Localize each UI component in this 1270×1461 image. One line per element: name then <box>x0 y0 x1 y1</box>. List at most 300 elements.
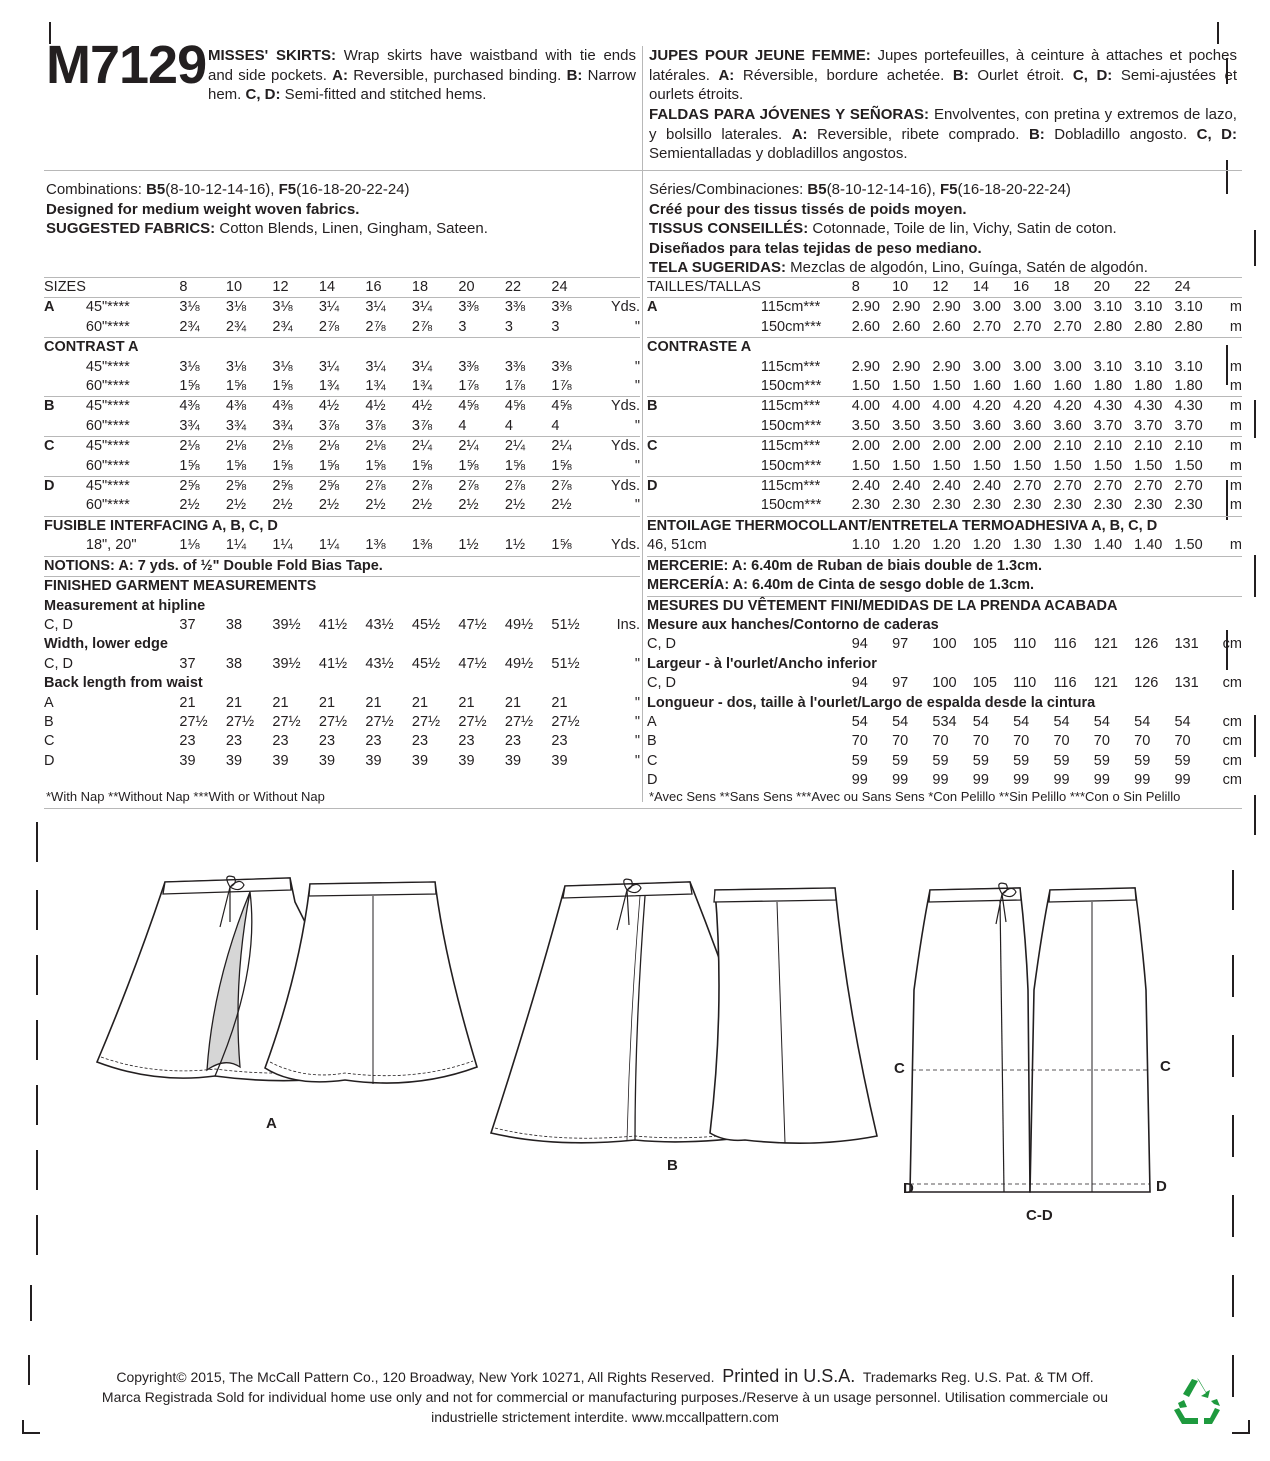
cell-value: 3.00 <box>972 358 1001 375</box>
cell-value: 2.40 <box>852 477 892 497</box>
fr-desc-a-label: A: <box>718 66 735 84</box>
cell-value: 4 <box>551 417 560 434</box>
cell-value: 1.50 <box>892 378 921 395</box>
unit: cm <box>1222 713 1242 730</box>
cell-value: 1.30 <box>1053 537 1082 554</box>
unit: " <box>634 713 640 730</box>
cell-value: 2¼ <box>412 437 459 457</box>
cell-value: 105 <box>972 675 997 692</box>
cell-value: 1.50 <box>932 457 961 474</box>
cell-value: 1¼ <box>225 537 247 554</box>
cell-value: 3 <box>458 318 467 335</box>
b5-code: B5 <box>146 181 166 198</box>
cell-value: 2½ <box>504 497 526 514</box>
cell-value: 1.50 <box>1174 537 1203 554</box>
cell-value: 21 <box>365 694 382 711</box>
cell-value: 2.40 <box>973 477 1013 497</box>
fabric-width <box>86 732 180 751</box>
row-label <box>44 536 86 556</box>
cell-value: 2.90 <box>892 358 921 375</box>
cell-value: 2⅞ <box>551 477 598 497</box>
crop-mark <box>36 1150 38 1190</box>
table-row <box>647 536 1242 556</box>
table-row <box>44 437 640 457</box>
cell-value: 4½ <box>412 397 459 417</box>
en-desc-b-text: Narrow hem. <box>208 66 636 103</box>
cell-value: 1.30 <box>1013 537 1042 554</box>
cell-value: 18 <box>1053 278 1093 298</box>
table-row <box>44 417 640 437</box>
table-row <box>647 477 1242 497</box>
row-label: D <box>44 752 55 769</box>
cell-value: 23 <box>179 733 196 750</box>
unit: cm <box>1222 675 1242 692</box>
cell-value: 23 <box>365 733 382 750</box>
cell-value: 1½ <box>458 537 479 554</box>
cell-value: 4.00 <box>932 397 972 417</box>
label-view-a: A <box>266 1115 277 1132</box>
row-label <box>647 318 761 338</box>
fabric-width <box>761 752 852 771</box>
copyright-text: Copyright© 2015, The McCall Pattern Co., 120 Broadway, New York 10271, All Rights Reserved. <box>116 1369 715 1385</box>
fabric-width <box>761 732 852 751</box>
cell-value: 20 <box>458 278 505 298</box>
cell-value: 1.60 <box>1053 378 1082 395</box>
cell-value: 3¾ <box>272 417 293 434</box>
row-label: C <box>647 752 658 769</box>
row-label <box>44 377 86 397</box>
f5-code: F5 <box>278 181 297 198</box>
es-desc-a-text: Reversible, ribete comprado. <box>807 125 1029 143</box>
unit: Ins. <box>616 616 640 633</box>
row-label: C <box>44 733 55 750</box>
table-row <box>647 576 1242 596</box>
cell-value: 97 <box>892 636 909 653</box>
fr-desc-a-text: Réversible, bordure achetée. <box>734 66 953 84</box>
table-row <box>647 298 1242 318</box>
label-d-right: D <box>1156 1178 1167 1195</box>
row-label: A <box>44 694 54 711</box>
unit: cm <box>1222 772 1242 789</box>
row-label <box>647 496 761 516</box>
table-row <box>647 674 1242 693</box>
cell-value: 39 <box>504 752 522 769</box>
cell-value: 1⅜ <box>411 537 433 554</box>
table-row <box>44 713 640 732</box>
unit: cm <box>1222 636 1242 653</box>
cell-value: 59 <box>932 752 949 769</box>
row-label <box>647 457 761 477</box>
cell-value: 38 <box>225 655 243 672</box>
cell-value: 2.70 <box>1053 318 1082 335</box>
cell-value: 22 <box>1134 278 1174 298</box>
cell-value: 37 <box>179 655 196 672</box>
cell-value: 2.30 <box>932 497 961 514</box>
cell-value: 49½ <box>504 616 534 633</box>
cell-value: 2½ <box>179 497 200 514</box>
cell-value: 2⅞ <box>505 477 552 497</box>
cell-value: 2.60 <box>932 318 961 335</box>
cell-value: 20 <box>1094 278 1134 298</box>
cell-value: 2⅛ <box>226 437 273 457</box>
crop-mark <box>1232 1115 1234 1157</box>
cell-value: 21 <box>179 694 196 711</box>
cell-value: 2.00 <box>852 437 892 457</box>
en-desc-title: MISSES' SKIRTS: <box>208 47 337 64</box>
cell-value: 3.00 <box>1013 358 1042 375</box>
cell-value: 126 <box>1134 636 1159 653</box>
copyright-line-2: Marca Registrada Sold for individual home use only and not for commercial or manufacturing purposes./Reserve à un usage personnel. Utilisation commerciale ou <box>101 1389 1109 1405</box>
cell-value: 70 <box>972 733 989 750</box>
table-row <box>647 771 1242 790</box>
cell-value: 21 <box>504 694 522 711</box>
en-desc-text: Wrap skirts have waistband with tie ends and side pockets. <box>208 47 636 84</box>
table-row <box>647 457 1242 477</box>
cell-value: 3⅜ <box>458 298 505 318</box>
fabric-width: 45"**** <box>85 358 130 375</box>
en-info <box>46 180 636 239</box>
cell-value: 2.70 <box>1013 318 1042 335</box>
cell-value: 2⅛ <box>272 437 319 457</box>
cell-value: 2½ <box>318 497 340 514</box>
table-row <box>44 635 640 654</box>
cell-value: 1⅝ <box>551 457 572 474</box>
fabric-width: 150cm*** <box>760 318 822 335</box>
cell-value: 23 <box>225 733 243 750</box>
cell-value: 23 <box>272 733 289 750</box>
cell-value: 1⅞ <box>458 378 479 395</box>
unit: m <box>1229 358 1242 375</box>
cell-value: 43½ <box>365 616 394 633</box>
cell-value: 116 <box>1053 636 1077 653</box>
row-label <box>647 377 761 397</box>
fr-desc-cd-label: C, D: <box>1072 66 1113 84</box>
cell-value: 4.30 <box>1174 397 1214 417</box>
cell-value: 4.00 <box>892 397 932 417</box>
label-view-cd: C-D <box>1026 1207 1053 1224</box>
crop-mark <box>36 822 38 862</box>
cell-value: 2⅞ <box>458 477 505 497</box>
table-row <box>44 298 640 318</box>
cell-value: 2.80 <box>1093 318 1123 335</box>
copyright-line-1 <box>50 1366 1160 1387</box>
cell-value: 2½ <box>458 497 479 514</box>
cell-value: 99 <box>1053 772 1070 789</box>
table-row <box>647 358 1242 377</box>
fr-tissus <box>649 219 1239 239</box>
cell-value: 23 <box>504 733 522 750</box>
cell-value: 2.60 <box>851 318 880 335</box>
f5-sizes: (16-18-20-22-24) <box>296 181 410 198</box>
cell-value: 2¼ <box>505 437 552 457</box>
table-section-heading: CONTRAST A <box>44 338 640 358</box>
copyright-block <box>50 1366 1160 1427</box>
illustration-view-a <box>95 862 480 1112</box>
crop-mark <box>1232 955 1234 997</box>
cell-value: 2.30 <box>851 497 880 514</box>
cell-value: 3⅛ <box>225 358 247 375</box>
cell-value: 54 <box>1053 713 1070 730</box>
cell-value: 1.50 <box>892 457 921 474</box>
table-row <box>44 318 640 338</box>
table-row <box>647 397 1242 417</box>
cell-value: 1.20 <box>932 537 961 554</box>
unit: m <box>1229 417 1242 434</box>
table-section-heading: Width, lower edge <box>44 636 168 653</box>
crop-mark <box>1254 555 1256 597</box>
cell-value: 3¼ <box>365 358 386 375</box>
unit: m <box>1215 437 1242 457</box>
unit: " <box>634 318 640 335</box>
crop-mark <box>1254 715 1256 757</box>
cell-value: 3⅛ <box>272 358 293 375</box>
label-c-right: C <box>1160 1058 1171 1075</box>
unit: " <box>634 733 640 750</box>
fabric-width <box>761 674 852 693</box>
table-row <box>44 577 640 597</box>
row-label <box>44 358 86 377</box>
en-yardage-table <box>44 277 640 771</box>
cell-value: 2.80 <box>1174 318 1203 335</box>
fabric-width: 115cm*** <box>761 298 852 318</box>
crop-mark <box>36 1215 38 1255</box>
suggested-text: Cotton Blends, Linen, Gingham, Sateen. <box>215 220 488 237</box>
table-row <box>647 655 1242 674</box>
row-label: A <box>647 713 657 730</box>
cell-value: 2⅝ <box>319 477 366 497</box>
unit: m <box>1215 477 1242 497</box>
table-row <box>44 694 640 713</box>
row-label: D <box>647 772 658 789</box>
cell-value: 21 <box>225 694 243 711</box>
cell-value: 39 <box>272 752 289 769</box>
cell-value: 1.50 <box>1013 457 1042 474</box>
cell-value: 1.50 <box>1134 457 1163 474</box>
crop-mark <box>22 1432 40 1434</box>
cell-value: 27½ <box>551 713 580 730</box>
fabric-width: 115cm*** <box>761 397 852 417</box>
row-label: B <box>44 397 86 417</box>
unit: cm <box>1222 752 1242 769</box>
unit: " <box>634 694 640 711</box>
table-row <box>647 752 1242 771</box>
cell-value: 2.70 <box>1134 477 1174 497</box>
fabric-width: 60"**** <box>85 417 130 434</box>
crop-mark <box>1232 1355 1234 1397</box>
cell-value: 2.90 <box>932 358 961 375</box>
table-section-heading: Mesure aux hanches/Contorno de caderas <box>647 616 939 633</box>
cell-value: 70 <box>851 733 868 750</box>
cell-value: 3⅞ <box>365 417 386 434</box>
cell-value: 99 <box>1093 772 1110 789</box>
cell-value: 2½ <box>411 497 433 514</box>
crop-mark <box>1254 795 1256 835</box>
fabric-width <box>761 713 852 732</box>
printed-in-usa: Printed in U.S.A. <box>722 1366 856 1386</box>
fabric-width <box>86 752 180 771</box>
en-desc-a-text: Reversible, purchased binding. <box>347 66 567 84</box>
table-section-heading: Largeur - à l'ourlet/Ancho inferior <box>647 655 877 672</box>
table-section-heading: MERCERÍA: A: 6.40m de Cinta de sesgo doble de 1.3cm. <box>647 577 1035 594</box>
cell-value: 4⅜ <box>272 397 319 417</box>
cell-value: 18 <box>412 278 459 298</box>
cell-value: 2.90 <box>932 298 972 318</box>
cell-value: 27½ <box>411 713 441 730</box>
cell-value: 116 <box>1053 675 1077 692</box>
cell-value: 2.90 <box>851 358 880 375</box>
cell-value: 2⅛ <box>319 437 366 457</box>
cell-value: 97 <box>892 675 909 692</box>
crop-mark <box>1232 1035 1234 1077</box>
cell-value: 126 <box>1134 675 1159 692</box>
table-row <box>647 338 1242 358</box>
cell-value: 2.00 <box>1013 437 1053 457</box>
cell-value: 1.80 <box>1093 378 1123 395</box>
cell-value: 2.10 <box>1094 437 1134 457</box>
table-row <box>44 358 640 377</box>
fabric-width <box>761 771 852 790</box>
table-row <box>44 752 640 771</box>
en-combinations <box>46 180 636 200</box>
cell-value: 1¾ <box>318 378 340 395</box>
cell-value: 54 <box>1013 713 1030 730</box>
cell-value: 59 <box>1013 752 1030 769</box>
cell-value: 534 <box>932 713 957 730</box>
es-designed <box>649 239 1239 259</box>
en-designed <box>46 200 636 220</box>
cell-value: 27½ <box>318 713 348 730</box>
cell-value: 110 <box>1013 675 1037 692</box>
unit: " <box>634 378 640 395</box>
cell-value: 2.70 <box>1174 477 1214 497</box>
label-view-b: B <box>667 1157 678 1174</box>
cell-value: 2⅞ <box>411 318 433 335</box>
unit: m <box>1229 457 1242 474</box>
cell-value: 70 <box>1093 733 1110 750</box>
cell-value: 2.70 <box>1013 477 1053 497</box>
cell-value: 54 <box>1093 713 1110 730</box>
cell-value: 2.60 <box>892 318 921 335</box>
fabric-width: 45"**** <box>86 477 180 497</box>
cell-value: 1.60 <box>1013 378 1042 395</box>
table-section-heading: Measurement at hipline <box>44 597 206 614</box>
table-row <box>44 338 640 358</box>
unit: m <box>1229 378 1242 395</box>
illustration-view-cd <box>900 880 1170 1200</box>
unit: Yds. <box>610 537 640 554</box>
cell-value: 2.90 <box>852 298 892 318</box>
cell-value: 2¼ <box>551 437 598 457</box>
fr-desc-cd-text: Semi-ajustées et ourlets étroits. <box>649 66 1237 103</box>
cell-value: 3¼ <box>318 358 340 375</box>
cell-value: 45½ <box>411 616 441 633</box>
cell-value: 2½ <box>551 497 572 514</box>
cell-value: 3⅛ <box>226 298 273 318</box>
skirt-b-back-outline <box>710 888 877 1143</box>
cell-value: 4⅜ <box>226 397 273 417</box>
cell-value: 16 <box>1013 278 1053 298</box>
row-label <box>44 457 86 477</box>
cell-value: 2.00 <box>892 437 932 457</box>
unit: Yds. <box>598 298 640 318</box>
cell-value: 21 <box>272 694 289 711</box>
cell-value: 2¾ <box>179 318 200 335</box>
cell-value: 1⅝ <box>365 457 386 474</box>
es-desc-b-text: Dobladillo angosto. <box>1044 125 1197 143</box>
cell-value: 37 <box>179 616 196 633</box>
cell-value: 2¼ <box>458 437 505 457</box>
cell-value: 49½ <box>504 655 534 672</box>
cell-value: 27½ <box>179 713 208 730</box>
cell-value: 1.50 <box>932 378 961 395</box>
unit <box>598 278 640 298</box>
cell-value: 2.30 <box>1134 497 1163 514</box>
fr-footnote: *Avec Sens **Sans Sens ***Avec ou Sans Sens *Con Pelillo **Sin Pelillo ***Con o Sin Pelillo <box>649 789 1181 804</box>
cell-value: 2⅞ <box>412 477 459 497</box>
cell-value: 4⅝ <box>551 397 598 417</box>
cell-value: 99 <box>1134 772 1151 789</box>
fabric-width <box>86 616 180 635</box>
unit: " <box>634 417 640 434</box>
cell-value: 27½ <box>365 713 394 730</box>
cell-value: 3.70 <box>1174 417 1203 434</box>
crop-mark <box>1217 22 1219 44</box>
cell-value: 39½ <box>272 616 301 633</box>
cell-value: 21 <box>411 694 429 711</box>
cell-value: 2.00 <box>973 437 1013 457</box>
fabric-width: 60"**** <box>85 378 130 395</box>
cell-value: 2.70 <box>1053 477 1093 497</box>
table-row <box>647 635 1242 654</box>
en-footnote: *With Nap **Without Nap ***With or Without Nap <box>46 789 325 804</box>
crop-mark <box>36 890 38 930</box>
table-row <box>647 596 1242 616</box>
fabric-width: 150cm*** <box>760 417 822 434</box>
cell-value: 2.40 <box>932 477 972 497</box>
row-label: A <box>647 298 761 318</box>
cell-value: 3¼ <box>365 298 412 318</box>
cell-value: 23 <box>458 733 475 750</box>
fabric-width: 150cm*** <box>760 497 822 514</box>
cell-value: 2.30 <box>972 497 1001 514</box>
table-section-heading: Back length from waist <box>44 675 203 692</box>
cell-value: 47½ <box>458 616 487 633</box>
fr-desc-title: JUPES POUR JEUNE FEMME: <box>649 47 871 64</box>
cell-value: 1¼ <box>318 537 340 554</box>
f5-sizes: (16-18-20-22-24) <box>957 181 1071 198</box>
cell-value: 3.10 <box>1094 298 1134 318</box>
row-label: B <box>647 733 657 750</box>
fr-description <box>649 46 1237 105</box>
cell-value: 59 <box>1134 752 1151 769</box>
skirt-cd-back-outline <box>1030 888 1150 1192</box>
table-row <box>44 397 640 417</box>
tela-label: TELA SUGERIDAS: <box>649 259 786 276</box>
combinations-label: Combinations: <box>46 181 147 198</box>
cell-value: 2.80 <box>1134 318 1163 335</box>
es-desc-title: FALDAS PARA JÓVENES Y SEÑORAS: <box>649 106 930 123</box>
f5-code: F5 <box>940 181 958 198</box>
designed-fr-text: Créé pour des tissus tissés de poids moyen. <box>649 200 967 218</box>
table-row <box>647 437 1242 457</box>
fabric-width: 60"**** <box>85 457 130 474</box>
cell-value: 99 <box>892 772 909 789</box>
cell-value: 1⅛ <box>179 537 200 554</box>
es-tela <box>649 258 1239 278</box>
cell-value: 121 <box>1093 636 1118 653</box>
cell-value: 70 <box>1013 733 1030 750</box>
row-label: B <box>647 397 761 417</box>
